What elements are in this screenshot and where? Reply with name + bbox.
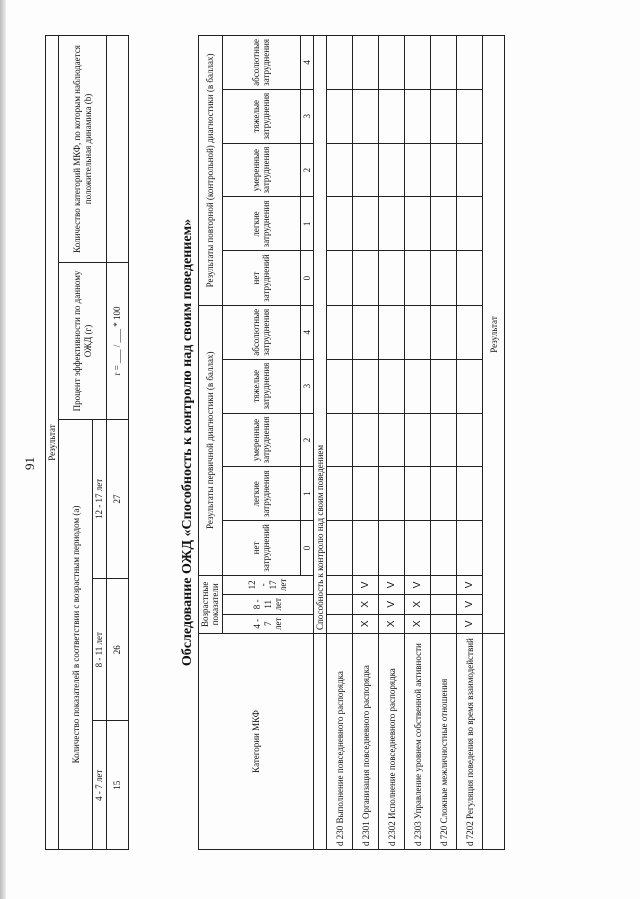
row-label: d 2303 Управление уровнем собственной активности: [405, 633, 431, 849]
mark-cell: X: [405, 595, 431, 614]
summary-table: [45, 35, 129, 850]
mark-cell: V: [405, 575, 431, 594]
mark-cell: [327, 595, 353, 614]
mark-cell: V: [457, 575, 483, 594]
mark-cell: X: [379, 614, 405, 633]
age-group-2: 8 - 11 лет: [93, 578, 106, 721]
section-blank: [314, 633, 327, 849]
row-label: d 2302 Исполнение повседневного распорядка: [379, 633, 405, 849]
r-score-3: 3: [300, 89, 313, 143]
r-sev-3: тяжелые затруднения: [222, 89, 300, 143]
mark-cell: V: [379, 575, 405, 594]
row-label: d 7202 Регуляция поведения во время взаимодействий: [457, 633, 483, 849]
r-sev-4: абсолютные затруднения: [222, 36, 300, 90]
age-group-1: 4 - 7 лет: [93, 721, 106, 850]
row-label: d 230 Выполнение повседневного распорядка: [327, 633, 353, 849]
col-primary: Результаты первичной диагностики (в баллах): [199, 305, 223, 575]
table-row: [353, 36, 379, 850]
mark-cell: [431, 614, 457, 633]
section-title: Способность к контролю над своим поведением: [314, 36, 327, 634]
col-r-header: Процент эффективности по данному ОЖД (г): [59, 263, 106, 420]
table-row: [431, 36, 457, 850]
mark-cell: [327, 575, 353, 594]
col-b-header: Количество категорий МКФ, по которым наблюдается положительная динамика (b): [59, 36, 106, 263]
r-score-1: 1: [300, 197, 313, 251]
p-sev-4: абсолютные затруднения: [222, 305, 300, 359]
col-b-value: [106, 36, 128, 263]
mark-cell: [327, 614, 353, 633]
count-3: 27: [106, 420, 128, 579]
col-age: Возрастные показатели: [199, 575, 223, 633]
mark-cell: V: [457, 595, 483, 614]
main-table: [198, 35, 505, 850]
row-label: d 2301 Организация повседневного распорядка: [353, 633, 379, 849]
p-score-2: 2: [300, 413, 313, 467]
age-8-11: 8 - 11 лет: [222, 595, 313, 614]
p-sev-3: тяжелые затруднения: [222, 359, 300, 413]
count-2: 26: [106, 578, 128, 721]
page-number: 91: [22, 457, 37, 470]
col-a-header: Количество показателей в соответствии с возрастным периодом (а): [59, 420, 93, 850]
col-repeat: Результаты повторной (контрольной) диагностики (в баллах): [199, 36, 223, 306]
table-row: [457, 36, 483, 850]
count-1: 15: [106, 721, 128, 850]
mark-cell: V: [353, 575, 379, 594]
formula: r = ___ / ___ * 100: [106, 263, 128, 420]
r-sev-2: умеренные затруднения: [222, 143, 300, 197]
age-12-17: 12 - 17 лет: [222, 575, 313, 594]
mark-cell: [431, 575, 457, 594]
p-sev-1: легкие затруднения: [222, 467, 300, 521]
scan-edge: [0, 0, 6, 899]
result-blank: [483, 633, 505, 849]
mark-cell: X: [353, 595, 379, 614]
r-score-0: 0: [300, 251, 313, 306]
table-row: [405, 36, 431, 850]
age-group-3: 12 - 17 лет: [93, 420, 106, 579]
table-row: [379, 36, 405, 850]
rotated-content: [20, 30, 620, 870]
col-category: Категории МКФ: [199, 633, 314, 849]
r-sev-1: легкие затруднения: [222, 197, 300, 251]
p-score-3: 3: [300, 359, 313, 413]
mark-cell: V: [457, 614, 483, 633]
r-score-4: 4: [300, 36, 313, 90]
age-4-7: 4 - 7 лет: [222, 614, 313, 633]
p-score-4: 4: [300, 305, 313, 359]
r-sev-0: нет затруднений: [222, 251, 300, 306]
result-title: Результат: [46, 36, 59, 850]
p-score-1: 1: [300, 467, 313, 521]
row-label: d 720 Сложные межличностные отношения: [431, 633, 457, 849]
result-label: Результат: [483, 36, 505, 634]
mark-cell: X: [405, 614, 431, 633]
r-score-2: 2: [300, 143, 313, 197]
p-sev-2: умеренные затруднения: [222, 413, 300, 467]
section-heading: Обследование ОЖД «Способность к контролю над своим поведением»: [180, 218, 195, 667]
mark-cell: [431, 595, 457, 614]
mark-cell: V: [379, 595, 405, 614]
mark-cell: X: [353, 614, 379, 633]
p-score-0: 0: [300, 521, 313, 576]
p-sev-0: нет затруднений: [222, 521, 300, 576]
table-row: [327, 36, 353, 850]
